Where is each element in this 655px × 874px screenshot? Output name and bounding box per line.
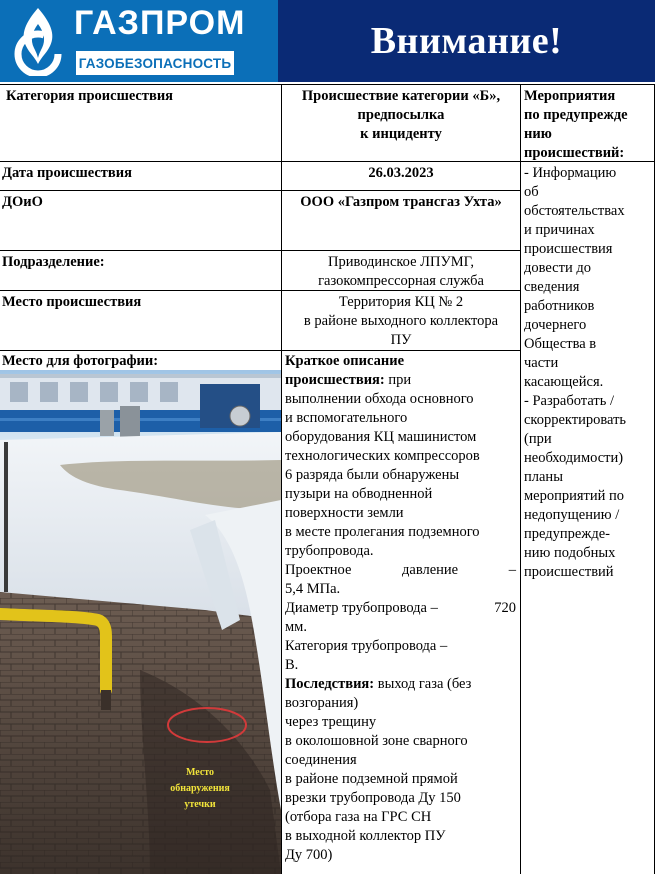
measures-header: Мероприятия по предупрежде нию происшествий: [524,88,628,161]
consequences-lead: Последствия: [285,676,375,692]
place-value: Территория КЦ № 2 в районе выходного коллектора ПУ [303,294,499,348]
division-value: Приводинское ЛПУМГ, газокомпрессорная служба [318,254,484,289]
measures-list: - Информацию об обстоятельствах и причинах происшествия довести до сведения работников дочернего Общества в части касающейся. - Разработать / скорректировать (при необходимости) планы мероприятий по недопущению / предупрежде- нию подобных происшествий [524,165,627,580]
incident-description: Краткое описание происшествия: при выполнении обхода основного и вспомогательного оборудования КЦ машинистом технологических компрессоров 6 разряда были обнаружены пузыри на обводненной поверхности земли в месте пролегания подземного трубопровода. Проектное давление – 5,4 МПа. Диаметр трубопровода – 720 мм. Категория трубопровода – В. Последствия: выход газа (без возгорания) через трещину в околошовной зоне сварного соединения в районе подземной прямой врезки трубопровода Ду 150 (отбора газа на ГРС СН в выходной коллектор ПУ Ду 700) [285,353,516,863]
place-label: Место происшествия [2,294,142,310]
description-lead2: происшествия: [285,372,385,388]
table-line [0,250,520,251]
logo-text: ГАЗПРОМ [74,4,246,42]
table-line [0,350,520,351]
table-line [0,161,520,162]
date-label: Дата происшествия [2,165,132,181]
table-line [0,190,520,191]
date-value: 26.03.2023 [368,165,434,181]
incident-photo [0,370,281,874]
category-label: Категория происшествия [6,88,174,104]
table-border-top [0,84,655,85]
leak-location-label: Место обнаружения утечки [170,767,230,810]
description-lead: Краткое описание [285,353,405,369]
logo-subtitle: ГАЗОБЕЗОПАСНОСТЬ [76,51,234,75]
doio-value: ООО «Газпром трансгаз Ухта» [300,194,502,210]
gazprom-flame-logo-icon [6,4,70,76]
table-column-divider [520,84,521,874]
page-title: Внимание! [278,0,655,82]
category-value: Происшествие категории «Б», предпосылка к инциденту [301,88,501,142]
division-label: Подразделение: [2,254,105,270]
doio-label: ДОиО [2,194,43,210]
photo-label: Место для фотографии: [2,353,159,369]
